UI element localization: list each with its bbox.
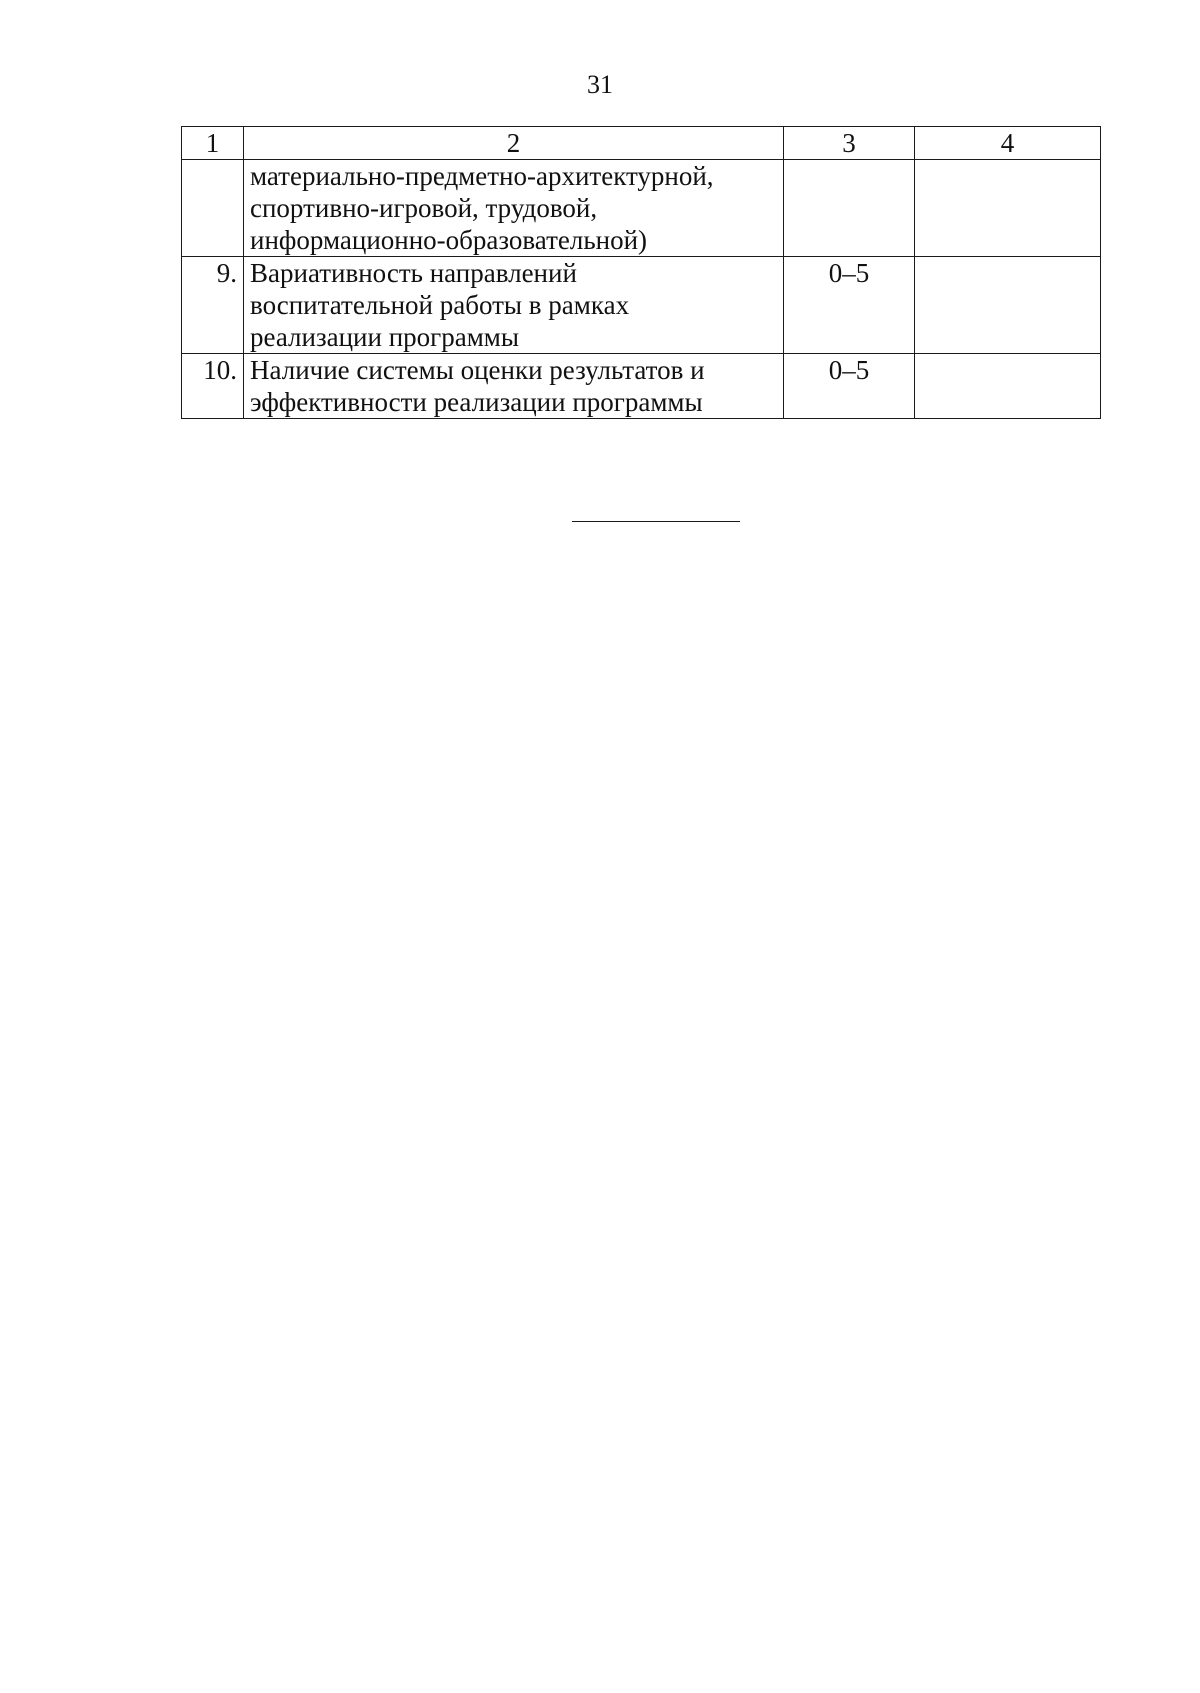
row-criterion-line: реализации программы xyxy=(250,322,520,352)
header-cell-3: 3 xyxy=(784,127,915,160)
row-criterion-line: материально-предметно-архитектурной, xyxy=(250,161,714,191)
page-number: 31 xyxy=(587,70,613,99)
row-criterion-line: Вариативность направлений xyxy=(250,258,577,288)
row-criterion-line: спортивно-игровой, трудовой, xyxy=(250,193,598,223)
table-row xyxy=(182,160,1101,257)
table-row xyxy=(182,257,1101,354)
row-extra xyxy=(915,354,1101,419)
table-row xyxy=(182,354,1101,419)
row-criterion xyxy=(244,160,784,257)
row-number xyxy=(182,160,244,257)
header-cell-2: 2 xyxy=(244,127,784,160)
row-criterion-line: Наличие системы оценки результатов и xyxy=(250,355,705,385)
row-score xyxy=(784,160,915,257)
table-header-row xyxy=(182,127,1101,160)
table-header xyxy=(182,127,1101,160)
row-criterion-line: воспитательной работы в рамках xyxy=(250,290,630,320)
row-number: 10. xyxy=(182,354,244,419)
row-score: 0–5 xyxy=(784,257,915,354)
criteria-table xyxy=(181,126,1101,419)
end-separator-line xyxy=(572,521,740,522)
table-body xyxy=(182,160,1101,419)
row-number: 9. xyxy=(182,257,244,354)
header-cell-4: 4 xyxy=(915,127,1101,160)
row-extra xyxy=(915,257,1101,354)
row-criterion-line: информационно-образовательной) xyxy=(250,225,648,255)
row-score: 0–5 xyxy=(784,354,915,419)
row-extra xyxy=(915,160,1101,257)
row-criterion-line: эффективности реализации программы xyxy=(250,387,703,417)
row-criterion xyxy=(244,257,784,354)
row-criterion xyxy=(244,354,784,419)
header-cell-1: 1 xyxy=(182,127,244,160)
